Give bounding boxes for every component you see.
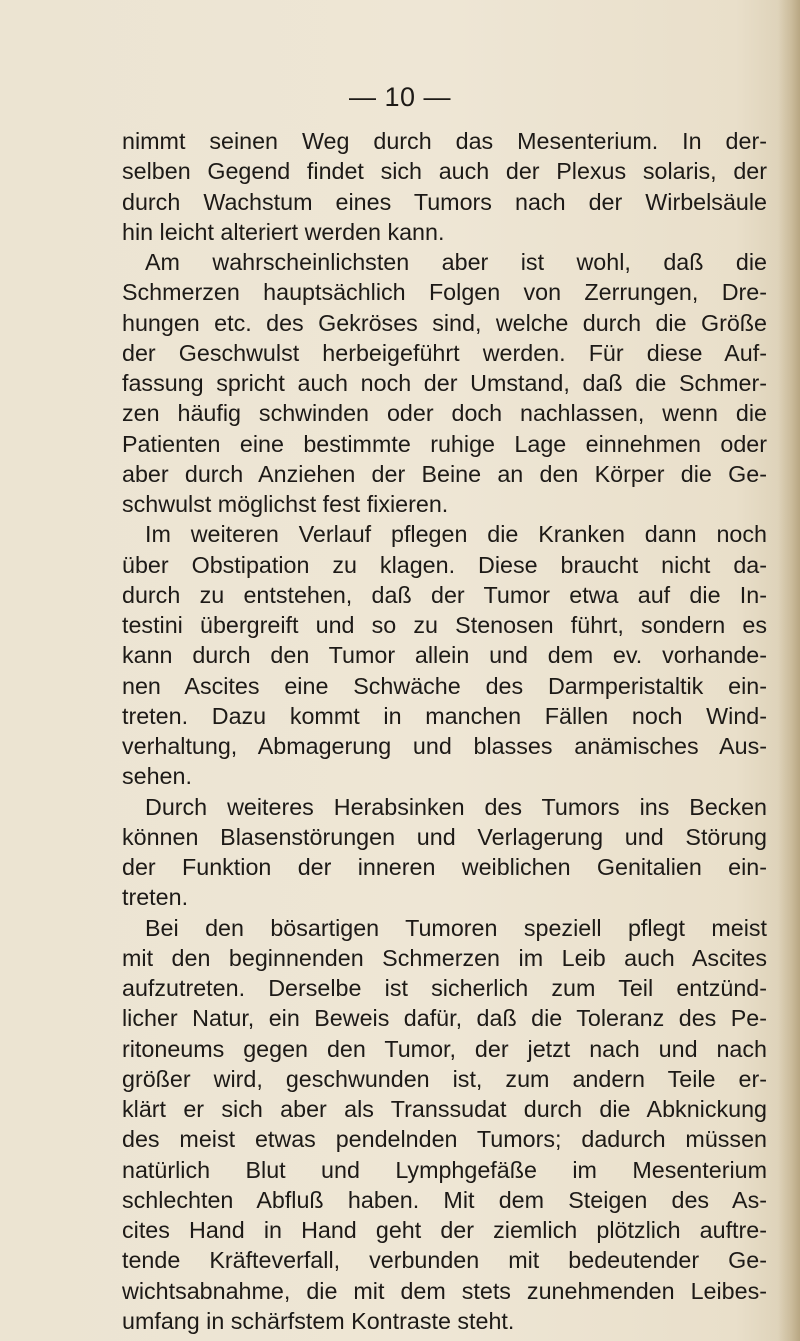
text-line: wichtsabnahme, die mit dem stets zunehmenden Leibes-: [122, 1277, 767, 1304]
text-line: licher Natur, ein Beweis dafür, daß die Toleranz des Pe-: [122, 1005, 767, 1032]
text-line: Schmerzen hauptsächlich Folgen von Zerrungen, Dre-: [122, 279, 767, 306]
page-edge-shadow: [778, 0, 800, 1341]
text-line: schlechten Abfluß haben. Mit dem Steigen des As-: [122, 1186, 767, 1213]
text-line: können Blasenstörungen und Verlagerung und Störung: [122, 823, 767, 850]
text-line: hin leicht alteriert werden kann.: [122, 218, 445, 245]
text-line: treten.: [122, 884, 189, 911]
text-line: kann durch den Tumor allein und dem ev. vorhande-: [122, 642, 767, 669]
page-number: — 10 —: [348, 82, 452, 112]
paragraph: [122, 247, 767, 519]
text-line: natürlich Blut und Lymphgefäße im Mesenterium: [122, 1156, 767, 1183]
text-line: der Funktion der inneren weiblichen Genitalien ein-: [122, 854, 767, 880]
text-line: ritoneums gegen den Tumor, der jetzt nach und nach: [122, 1035, 767, 1062]
text-line: der Geschwulst herbeigeführt werden. Für diese Auf-: [122, 339, 767, 366]
text-line: umfang in schärfstem Kontraste steht.: [122, 1307, 515, 1334]
text-line: Durch weiteres Herabsinken des Tumors ins Becken: [145, 793, 767, 820]
paragraph: [122, 792, 767, 913]
text-line: Im weiteren Verlauf pflegen die Kranken dann noch: [145, 521, 767, 548]
text-line: über Obstipation zu klagen. Diese braucht nicht da-: [122, 551, 767, 578]
text-line: aufzutreten. Derselbe ist sicherlich zum Teil entzünd-: [122, 975, 767, 1001]
text-line: des meist etwas pendelnden Tumors; dadurch müssen: [122, 1126, 767, 1153]
text-line: testini übergreift und so zu Stenosen führt, sondern es: [122, 612, 767, 638]
text-line: nimmt seinen Weg durch das Mesenterium. In der-: [122, 128, 767, 154]
text-line: aber durch Anziehen der Beine an den Körper die Ge-: [122, 460, 767, 487]
text-line: Bei den bösartigen Tumoren speziell pflegt meist: [145, 914, 767, 941]
text-line: hungen etc. des Gekröses sind, welche durch die Größe: [122, 309, 767, 336]
text-line: sehen.: [122, 763, 192, 790]
text-line: größer wird, geschwunden ist, zum andern Teile er-: [122, 1065, 767, 1092]
text-line: Am wahrscheinlichsten aber ist wohl, daß die: [145, 249, 767, 275]
text-line: verhaltung, Abmagerung und blasses anämisches Aus-: [122, 733, 767, 759]
text-line: mit den beginnenden Schmerzen im Leib auch Ascites: [122, 944, 767, 971]
text-line: nen Ascites eine Schwäche des Darmperistaltik ein-: [122, 672, 767, 699]
text-line: cites Hand in Hand geht der ziemlich plötzlich auftre-: [122, 1217, 767, 1243]
text-line: klärt er sich aber als Transsudat durch die Abknickung: [122, 1096, 767, 1122]
text-line: schwulst möglichst fest fixieren.: [122, 491, 449, 517]
text-line: selben Gegend findet sich auch der Plexus solaris, der: [122, 158, 767, 185]
body-text: [122, 126, 767, 1336]
text-line: zen häufig schwinden oder doch nachlassen, wenn die: [122, 400, 767, 427]
text-line: treten. Dazu kommt in manchen Fällen noch Wind-: [122, 702, 767, 729]
text-line: tende Kräfteverfall, verbunden mit bedeutender Ge-: [122, 1247, 767, 1274]
paragraph: [122, 519, 767, 791]
paragraph: [122, 126, 767, 247]
paragraph: [122, 913, 767, 1337]
text-line: durch zu entstehen, daß der Tumor etwa auf die In-: [122, 581, 767, 608]
text-line: durch Wachstum eines Tumors nach der Wirbelsäule: [122, 188, 767, 215]
text-line: Patienten eine bestimmte ruhige Lage einnehmen oder: [122, 430, 767, 457]
text-line: fassung spricht auch noch der Umstand, daß die Schmer-: [122, 370, 767, 396]
